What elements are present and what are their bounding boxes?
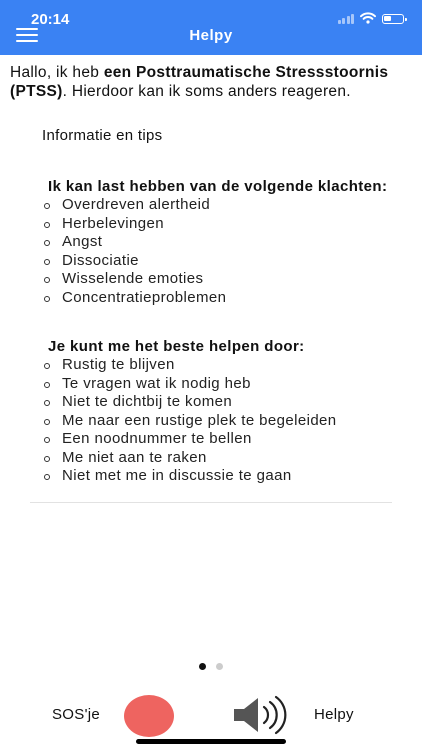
intro-text: Hallo, ik heb een Posttraumatische Stressstoornis (PTSS). Hierdoor kan ik soms anders reageren. [10,64,389,100]
list-item: Dissociatie [42,252,392,271]
list-item: Niet met me in discussie te gaan [42,467,392,486]
signal-icon [338,13,355,24]
help-list [42,356,392,486]
list-item: Niet te dichtbij te komen [42,393,392,412]
list-item: Overdreven alertheid [42,196,392,215]
battery-icon [382,14,404,24]
list-item: Me niet aan te raken [42,449,392,468]
complaints-section [42,178,392,307]
top-bar [0,0,422,55]
status-time: 20:14 [31,11,70,28]
list-item: Concentratieproblemen [42,289,392,308]
home-indicator[interactable] [136,739,286,744]
sosje-label[interactable]: SOS'je [52,706,101,723]
sos-button[interactable] [124,695,174,737]
complaints-list [42,196,392,307]
condition-name: een Posttraumatische Stressstoornis (PTSS) [10,64,389,100]
app-title: Helpy [189,27,233,44]
list-item: Te vragen wat ik nodig heb [42,375,392,394]
status-icons [338,12,405,24]
list-item: Rustig te blijven [42,356,392,375]
list-item: Wisselende emoties [42,270,392,289]
speaker-icon[interactable] [232,695,288,735]
divider [30,502,392,503]
list-item: Me naar een rustige plek te begeleiden [42,412,392,431]
complaints-heading: Ik kan last hebben van de volgende klachten: [48,178,388,195]
list-item: Herbelevingen [42,215,392,234]
helpy-label[interactable]: Helpy [314,706,354,723]
page-dot[interactable] [199,663,206,670]
page-indicator[interactable] [0,663,422,670]
help-section [42,338,392,486]
list-item: Een noodnummer te bellen [42,430,392,449]
page-dot[interactable] [216,663,223,670]
wifi-icon [360,12,376,24]
list-item: Angst [42,233,392,252]
info-title: Informatie en tips [42,127,163,144]
help-heading: Je kunt me het beste helpen door: [48,338,305,355]
